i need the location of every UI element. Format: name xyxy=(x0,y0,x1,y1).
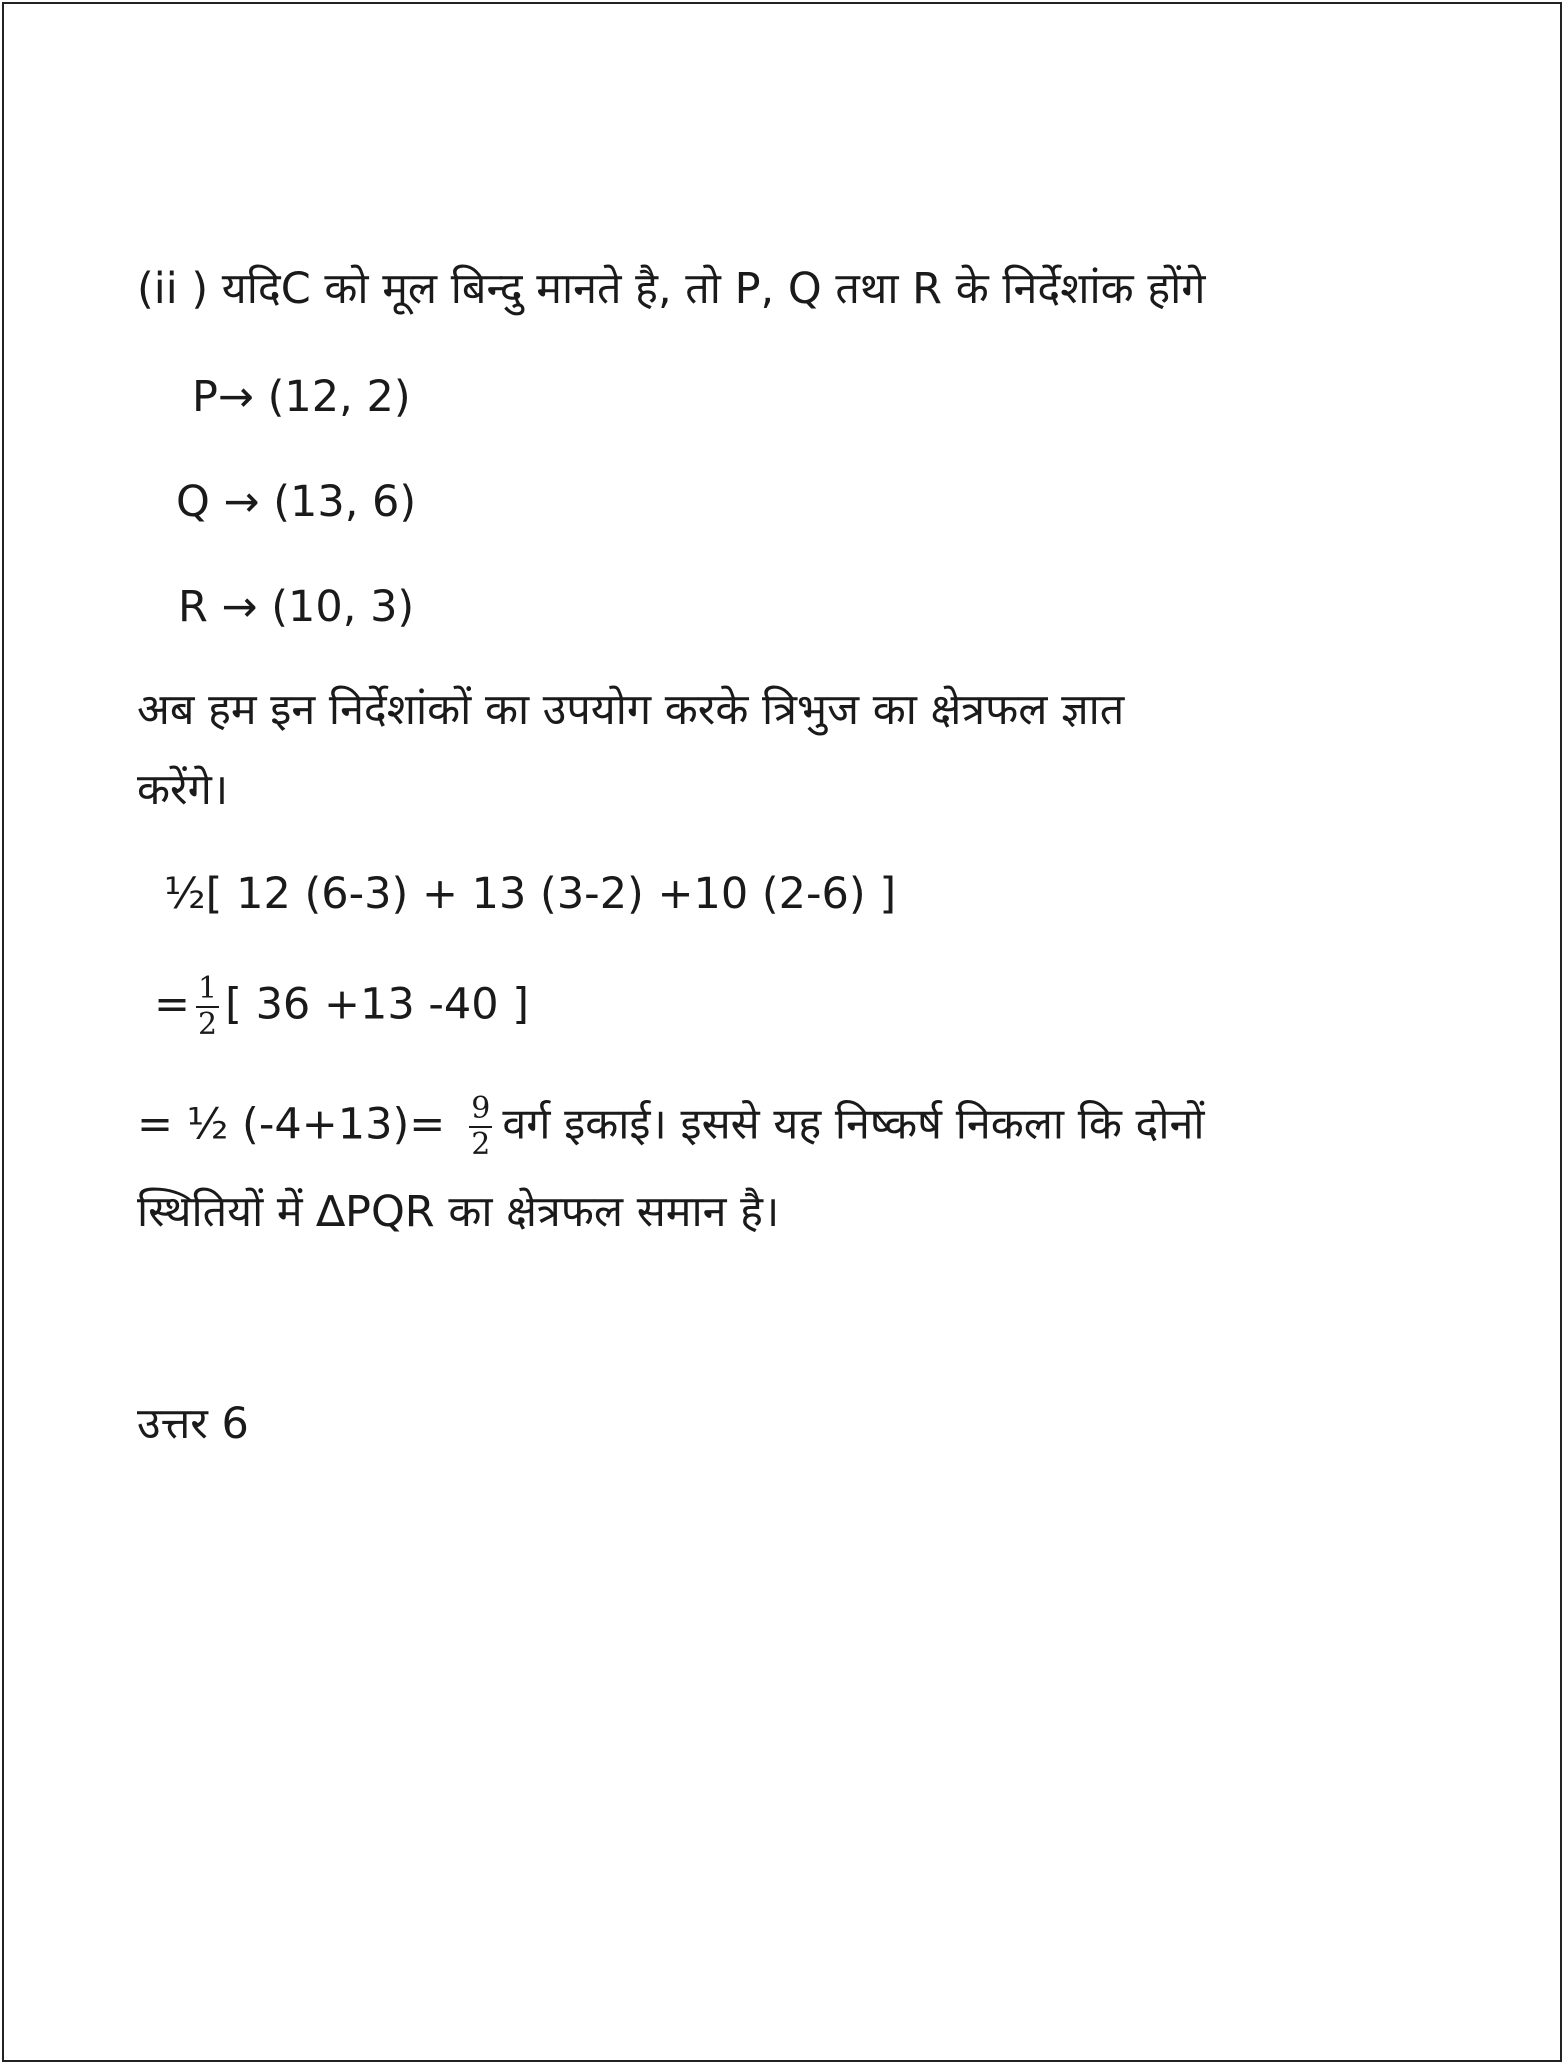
paragraph-line-1: अब हम इन निर्देशांकों का उपयोग करके त्रिभुज का क्षेत्रफल ज्ञात xyxy=(137,685,1125,735)
step-2-equals: = xyxy=(154,979,191,1030)
nine-halves-fraction xyxy=(469,1091,492,1162)
fraction-denominator: 2 xyxy=(471,1127,491,1162)
fraction-numerator: 9 xyxy=(471,1091,491,1126)
answer-label: उत्तर 6 xyxy=(137,1399,249,1449)
step-3-line xyxy=(137,1091,1205,1162)
fraction-denominator: 2 xyxy=(198,1007,218,1042)
step-3-prefix: = ½ (-4+13)= xyxy=(137,1099,446,1150)
step-2-line xyxy=(154,971,530,1042)
area-formula: ½[ 12 (6-3) + 13 (3-2) +10 (2-6) ] xyxy=(164,869,897,919)
half-fraction xyxy=(196,971,219,1042)
conclusion-line: स्थितियों में ∆PQR का क्षेत्रफल समान है। xyxy=(137,1187,780,1237)
coordinate-q: Q → (13, 6) xyxy=(176,477,417,527)
step-3-conclusion: वर्ग इकाई। इससे यह निष्कर्ष निकला कि दोनों xyxy=(502,1099,1205,1150)
coordinate-r: R → (10, 3) xyxy=(178,582,415,632)
step-2-bracket: [ 36 +13 -40 ] xyxy=(225,979,530,1030)
document-page xyxy=(2,2,1562,2062)
paragraph-line-2: करेंगे। xyxy=(137,765,229,815)
intro-line: (ii ) यदिC को मूल बिन्दु मानते है, तो P, Q तथा R के निर्देशांक होंगे xyxy=(137,264,1206,314)
coordinate-p: P→ (12, 2) xyxy=(192,372,411,422)
fraction-numerator: 1 xyxy=(198,971,218,1006)
